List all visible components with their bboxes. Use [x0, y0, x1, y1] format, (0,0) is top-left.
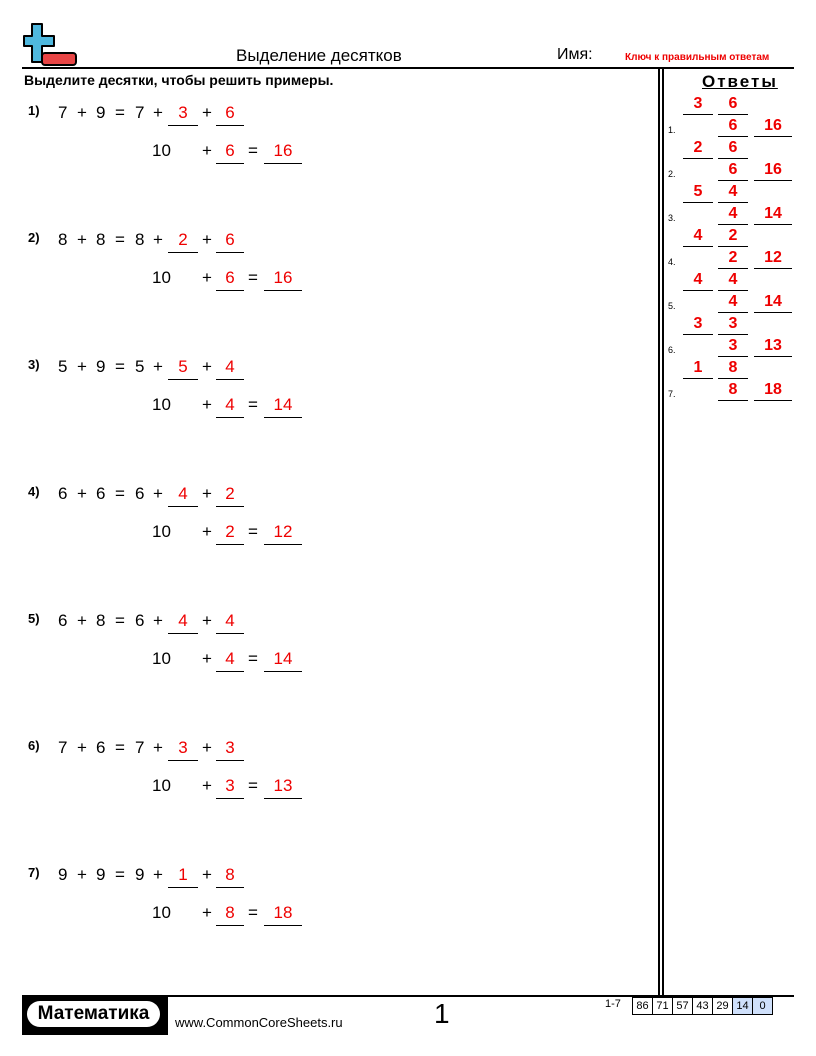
addend: 6: [135, 611, 145, 630]
addend: 6: [96, 484, 106, 503]
equals-sign: =: [115, 230, 125, 249]
answer-blank: 3: [168, 103, 198, 126]
answer-key-value: 6: [718, 161, 748, 181]
answer-key-label: 7.: [668, 389, 676, 399]
equals-sign: =: [115, 357, 125, 376]
page-number: 1: [434, 998, 450, 1029]
problem-number: 1): [28, 103, 40, 118]
answer-blank: 6: [216, 103, 244, 126]
problem-number: 6): [28, 738, 40, 753]
plus-sign: +: [202, 230, 212, 249]
equals-sign: =: [115, 865, 125, 884]
addend: 7: [135, 103, 145, 122]
plus-sign: +: [202, 611, 212, 630]
problem-number: 4): [28, 484, 40, 499]
answer-key-value: 2: [718, 227, 748, 247]
answers-heading: Ответы: [702, 72, 778, 91]
addend: 5: [58, 357, 68, 376]
problem-number: 5): [28, 611, 40, 626]
plus-sign: +: [77, 738, 87, 757]
answer-key-value: 4: [683, 271, 713, 291]
ten: 10: [152, 649, 171, 668]
answer-key-sum: 14: [754, 293, 792, 313]
plus-sign: +: [202, 268, 212, 287]
problem-number: 3): [28, 357, 40, 372]
answer-key-sum: 14: [754, 205, 792, 225]
sum-blank: 14: [264, 395, 302, 418]
answer-key-value: 2: [718, 249, 748, 269]
addend: 9: [135, 865, 145, 884]
addend: 5: [135, 357, 145, 376]
addend: 7: [58, 103, 68, 122]
answer-blank: 3: [216, 738, 244, 761]
answer-key-value: 1: [683, 359, 713, 379]
sum-blank: 16: [264, 268, 302, 291]
answer-key-value: 6: [718, 139, 748, 159]
addend: 8: [96, 230, 106, 249]
answer-key-value: 4: [718, 293, 748, 313]
problem-number: 2): [28, 230, 40, 245]
answer-key-label: 6.: [668, 345, 676, 355]
score-cell: 29: [713, 998, 733, 1014]
answer-blank: 4: [168, 611, 198, 634]
ten: 10: [152, 395, 171, 414]
problem: [0, 103, 650, 233]
equals-sign: =: [115, 738, 125, 757]
score-table: [632, 997, 773, 1015]
plus-sign: +: [202, 738, 212, 757]
answer-key-value: 3: [683, 95, 713, 115]
answer-key-label: 2.: [668, 169, 676, 179]
answer-blank: 4: [216, 357, 244, 380]
problem: [0, 611, 650, 741]
plus-sign: +: [77, 103, 87, 122]
plus-sign: +: [153, 611, 163, 630]
addend: 6: [58, 484, 68, 503]
column-divider: [658, 68, 660, 995]
answer-blank: 1: [168, 865, 198, 888]
equals-sign: =: [248, 649, 258, 668]
score-cell: 86: [633, 998, 653, 1014]
answer-key-sum: 16: [754, 161, 792, 181]
answer-key-row: [668, 271, 798, 315]
sum-blank: 12: [264, 522, 302, 545]
answer-blank: 8: [216, 865, 244, 888]
plus-sign: +: [202, 395, 212, 414]
equals-sign: =: [248, 903, 258, 922]
answer-key-value: 2: [683, 139, 713, 159]
plus-sign: +: [77, 611, 87, 630]
equals-sign: =: [248, 141, 258, 160]
score-range: 1-7: [605, 998, 621, 1010]
answer-blank: 6: [216, 230, 244, 253]
plus-sign: +: [202, 357, 212, 376]
problem: [0, 230, 650, 360]
equals-sign: =: [248, 522, 258, 541]
addend: 9: [58, 865, 68, 884]
answer-blank: 8: [216, 903, 244, 926]
plus-sign: +: [77, 484, 87, 503]
ten: 10: [152, 268, 171, 287]
score-cell: 0: [753, 998, 772, 1014]
equals-sign: =: [248, 395, 258, 414]
plus-sign: +: [202, 484, 212, 503]
answer-key-value: 4: [683, 227, 713, 247]
addend: 8: [135, 230, 145, 249]
answer-key-value: 3: [718, 315, 748, 335]
addend: 6: [96, 738, 106, 757]
answer-blank: 2: [216, 522, 244, 545]
plus-sign: +: [202, 649, 212, 668]
answer-key-label: Ключ к правильным ответам: [625, 52, 770, 63]
answer-key-row: [668, 315, 798, 359]
addend: 9: [96, 865, 106, 884]
answer-key-row: [668, 139, 798, 183]
answer-blank: 4: [216, 611, 244, 634]
column-divider: [662, 68, 664, 995]
ten: 10: [152, 141, 171, 160]
problem-number: 7): [28, 865, 40, 880]
addend: 6: [135, 484, 145, 503]
answer-key-value: 8: [718, 381, 748, 401]
answer-key-value: 3: [683, 315, 713, 335]
ten: 10: [152, 776, 171, 795]
addend: 9: [96, 357, 106, 376]
header-divider: [22, 67, 794, 69]
plus-sign: +: [153, 103, 163, 122]
score-cell: 43: [693, 998, 713, 1014]
answer-key-value: 4: [718, 205, 748, 225]
plus-sign: +: [77, 865, 87, 884]
answer-key-sum: 18: [754, 381, 792, 401]
problem: [0, 484, 650, 614]
plus-sign: +: [153, 357, 163, 376]
answer-blank: 2: [168, 230, 198, 253]
instructions: Выделите десятки, чтобы решить примеры.: [24, 72, 334, 88]
plus-sign: +: [77, 230, 87, 249]
answer-key-label: 3.: [668, 213, 676, 223]
answer-key-value: 6: [718, 95, 748, 115]
answer-key-value: 6: [718, 117, 748, 137]
equals-sign: =: [248, 776, 258, 795]
name-label: Имя:: [557, 46, 593, 63]
addend: 8: [58, 230, 68, 249]
plus-sign: +: [153, 484, 163, 503]
plus-sign: +: [202, 903, 212, 922]
plus-sign: +: [153, 865, 163, 884]
equals-sign: =: [115, 484, 125, 503]
sum-blank: 13: [264, 776, 302, 799]
problem: [0, 738, 650, 868]
equals-sign: =: [248, 268, 258, 287]
sum-blank: 14: [264, 649, 302, 672]
answer-key-label: 4.: [668, 257, 676, 267]
score-cell: 57: [673, 998, 693, 1014]
sum-blank: 16: [264, 141, 302, 164]
plus-minus-logo-icon: [22, 22, 80, 68]
answer-key-value: 4: [718, 183, 748, 203]
answer-key-value: 8: [718, 359, 748, 379]
addend: 9: [96, 103, 106, 122]
ten: 10: [152, 903, 171, 922]
plus-sign: +: [202, 522, 212, 541]
equals-sign: =: [115, 611, 125, 630]
answer-blank: 6: [216, 268, 244, 291]
worksheet-title: Выделение десятков: [236, 46, 402, 65]
addend: 6: [58, 611, 68, 630]
answer-key-value: 4: [718, 271, 748, 291]
score-cell: 71: [653, 998, 673, 1014]
answer-blank: 4: [216, 649, 244, 672]
answer-key-sum: 13: [754, 337, 792, 357]
score-cell: 14: [733, 998, 753, 1014]
answer-blank: 6: [216, 141, 244, 164]
answer-key-label: 1.: [668, 125, 676, 135]
answer-key-row: [668, 227, 798, 271]
answer-key-sum: 16: [754, 117, 792, 137]
answer-blank: 3: [216, 776, 244, 799]
addend: 7: [135, 738, 145, 757]
answer-blank: 4: [168, 484, 198, 507]
answer-key-value: 5: [683, 183, 713, 203]
answer-key-value: 3: [718, 337, 748, 357]
problem: [0, 357, 650, 487]
answer-key-sum: 12: [754, 249, 792, 269]
answer-blank: 4: [216, 395, 244, 418]
plus-sign: +: [77, 357, 87, 376]
addend: 8: [96, 611, 106, 630]
plus-sign: +: [202, 776, 212, 795]
answer-key-row: [668, 95, 798, 139]
brand-label: Математика: [27, 1001, 160, 1027]
answer-blank: 2: [216, 484, 244, 507]
sum-blank: 18: [264, 903, 302, 926]
equals-sign: =: [115, 103, 125, 122]
answer-key-row: [668, 359, 798, 403]
answer-blank: 3: [168, 738, 198, 761]
plus-sign: +: [202, 865, 212, 884]
answer-key-label: 5.: [668, 301, 676, 311]
brand-logo: [22, 997, 168, 1035]
problem: [0, 865, 650, 995]
plus-sign: +: [202, 103, 212, 122]
addend: 7: [58, 738, 68, 757]
plus-sign: +: [153, 230, 163, 249]
plus-sign: +: [153, 738, 163, 757]
answer-key-row: [668, 183, 798, 227]
site-url: www.CommonCoreSheets.ru: [175, 1015, 343, 1030]
plus-sign: +: [202, 141, 212, 160]
answer-blank: 5: [168, 357, 198, 380]
ten: 10: [152, 522, 171, 541]
